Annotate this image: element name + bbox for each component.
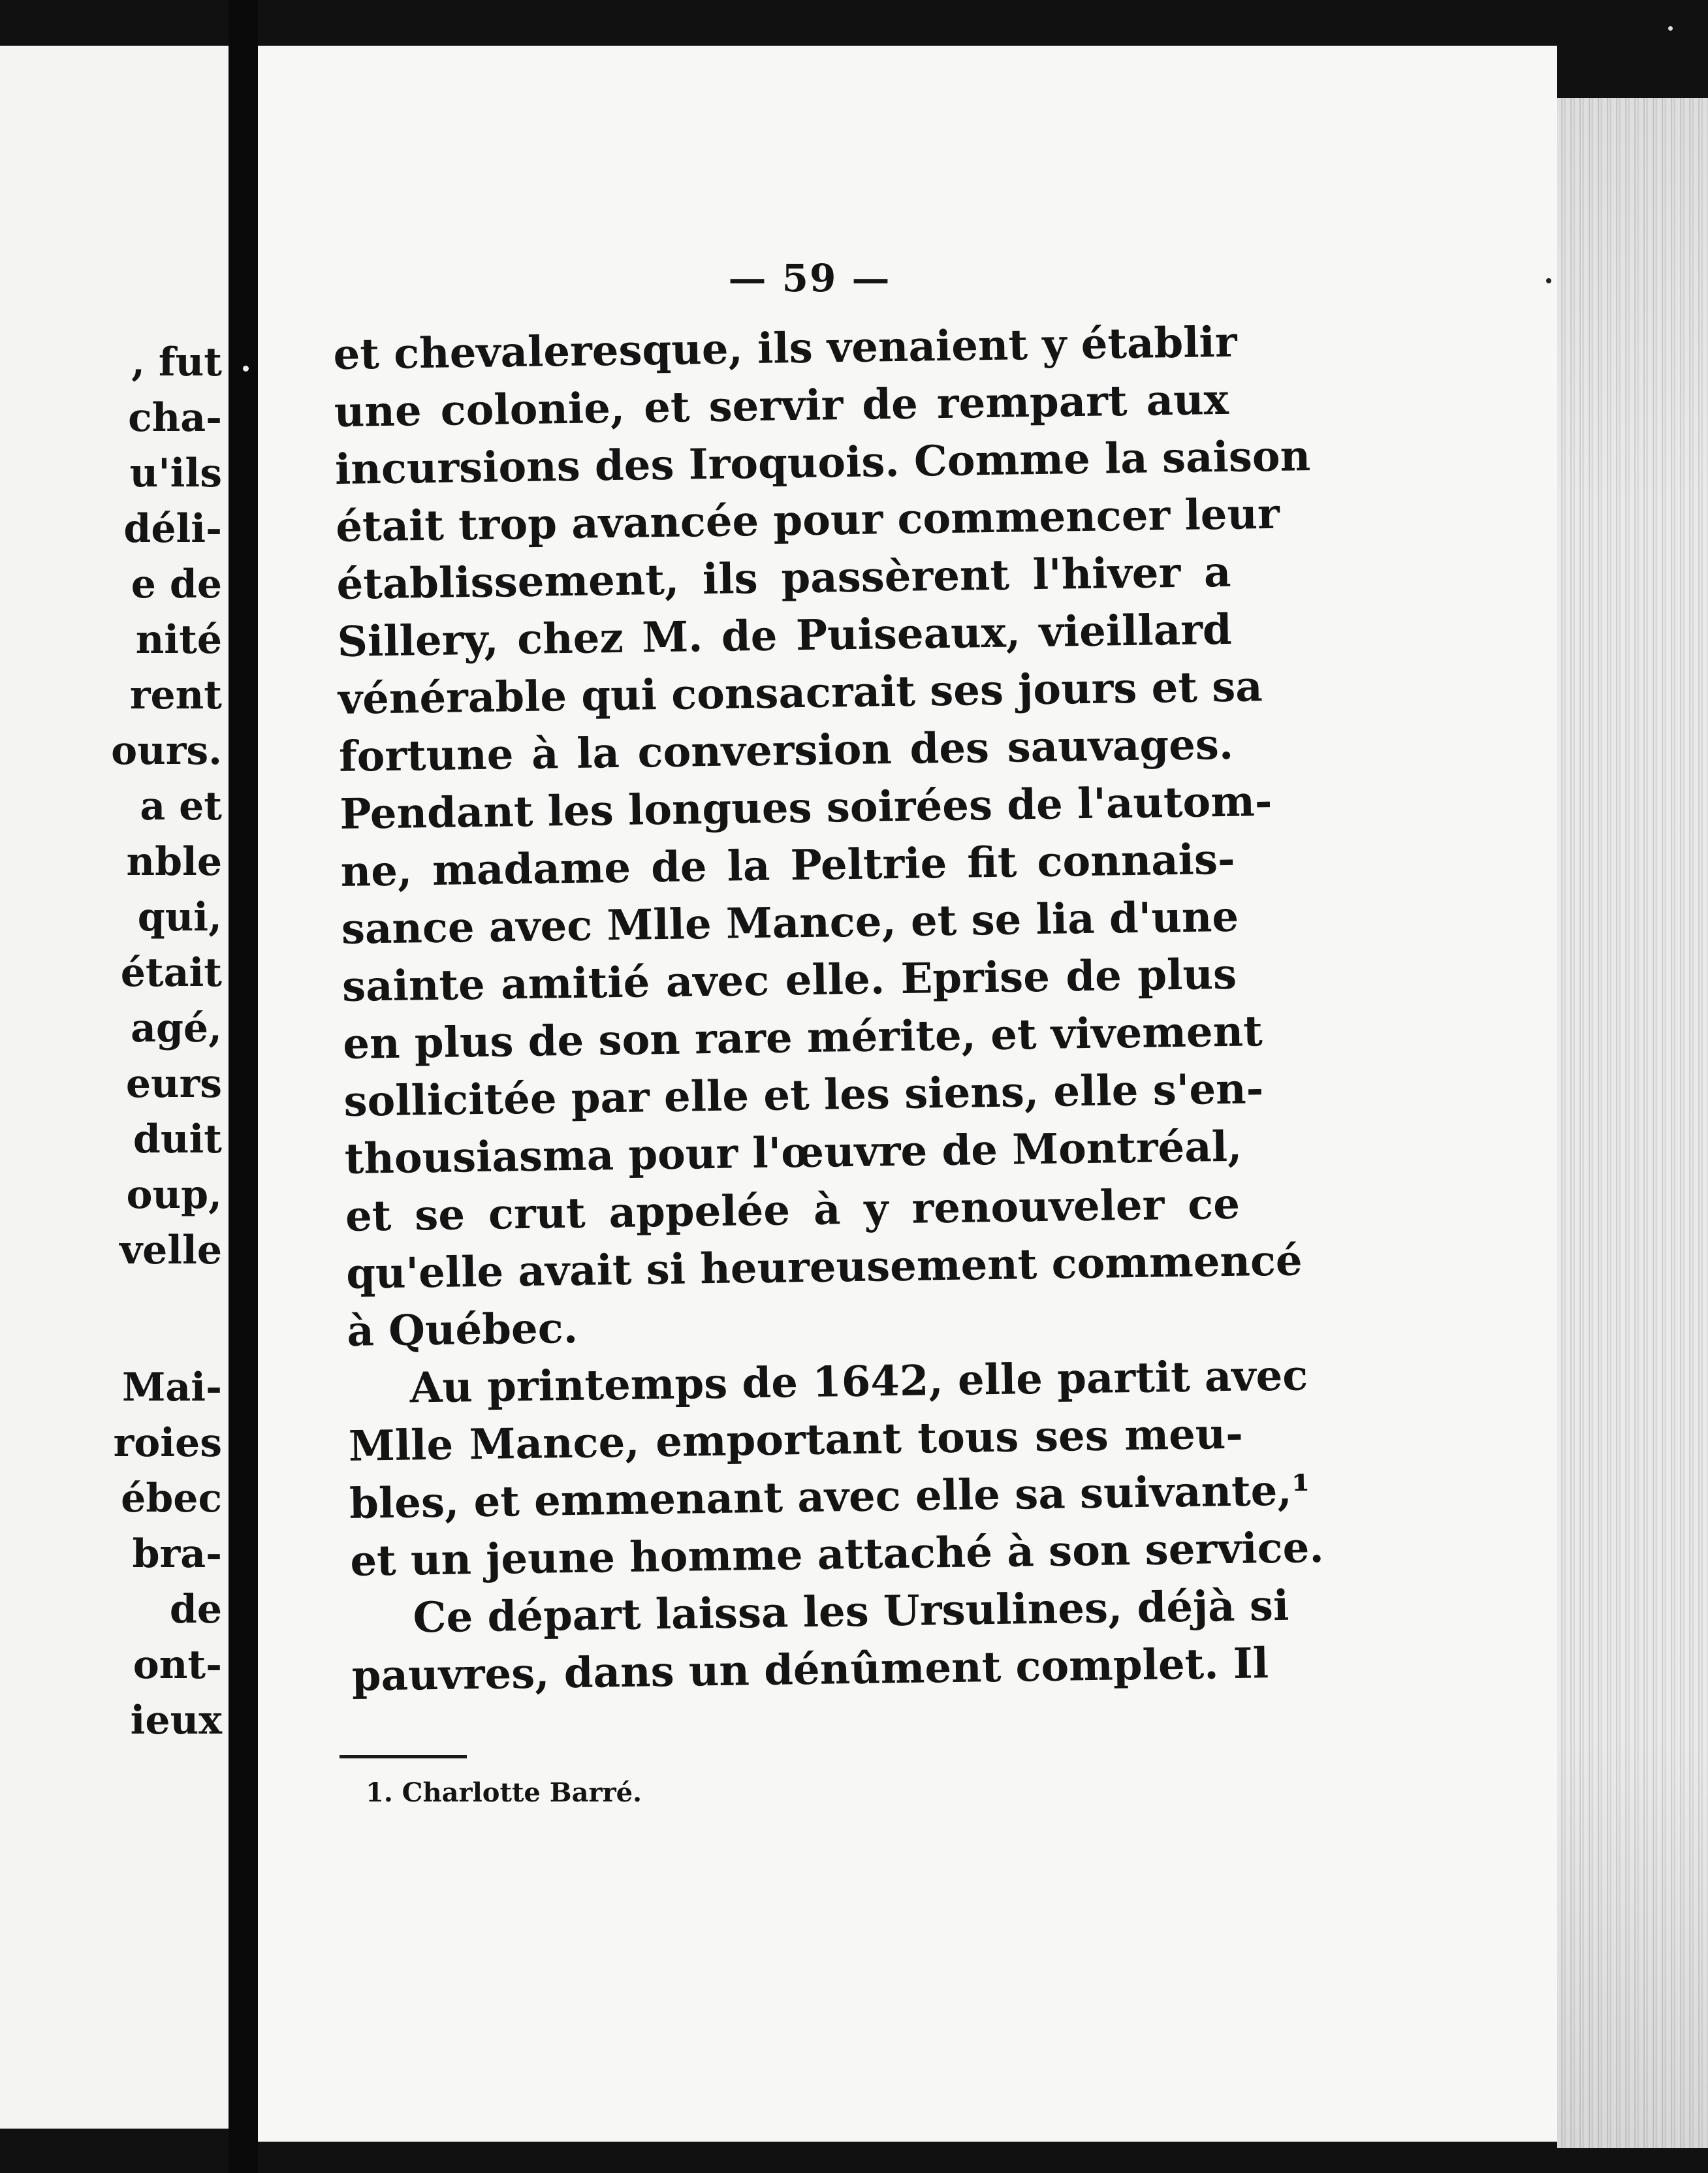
scan-speck [1668, 26, 1673, 31]
left-fragment: duit [133, 1117, 222, 1162]
left-fragment: ébec [121, 1476, 222, 1521]
body-line: et se crut appelée à y renouveler ce [345, 1179, 1241, 1241]
left-fragment: agé, [131, 1006, 222, 1051]
body-line: bles, et emmenant avec elle sa suivante,¹ [349, 1466, 1311, 1529]
body-line: pauvres, dans un dénûment complet. Il [351, 1639, 1269, 1701]
page-number: — 59 — [728, 256, 891, 300]
body-line: incursions des Iroquois. Comme la saison [334, 432, 1311, 494]
left-fragment: cha- [128, 395, 222, 441]
left-fragment: nble [126, 839, 222, 885]
left-fragment: de [169, 1587, 222, 1632]
book-gutter [229, 0, 258, 2173]
body-line: établissement, ils passèrent l'hiver a [336, 547, 1231, 609]
body-line: et chevaleresque, ils venaient y établir [333, 317, 1238, 379]
body-line: et un jeune homme attaché à son service. [349, 1523, 1325, 1586]
body-line: était trop avancée pour commencer leur [335, 489, 1280, 552]
body-line: Pendant les longues soirées de l'autom- [339, 776, 1273, 839]
body-line: à Québec. [346, 1303, 578, 1356]
left-fragment: roies [113, 1420, 222, 1466]
body-line: Au printemps de 1642, elle partit avec [409, 1351, 1308, 1413]
left-fragment: eurs [125, 1061, 222, 1107]
left-fragment: velle [119, 1228, 222, 1273]
body-line: Mlle Mance, emportant tous ses meu- [348, 1409, 1244, 1471]
left-fragment: ont- [133, 1642, 222, 1688]
body-line: fortune à la conversion des sauvages. [338, 720, 1234, 782]
body-line: ne, madame de la Peltrie fit connais- [340, 834, 1236, 896]
body-line: sainte amitié avec elle. Eprise de plus [341, 949, 1237, 1011]
footnote-rule [340, 1755, 467, 1758]
body-line: qu'elle avait si heureusement commencé [345, 1236, 1303, 1299]
left-fragment: qui, [137, 895, 222, 940]
left-fragment: Mai- [122, 1365, 222, 1410]
left-fragment: a et [140, 784, 222, 829]
left-fragment: ours. [111, 728, 222, 774]
body-line: vénérable qui consacrait ses jours et sa [338, 662, 1263, 724]
left-fragment: rent [129, 673, 222, 718]
body-line: thousiasma pour l'œuvre de Montréal, [344, 1122, 1242, 1184]
scan-speck [1546, 278, 1551, 283]
left-fragment: ieux [130, 1698, 222, 1743]
body-line: sance avec Mlle Mance, et se lia d'une [341, 892, 1239, 954]
body-line: Sillery, chez M. de Puiseaux, vieillard [337, 605, 1233, 667]
body-line: Ce départ laissa les Ursulines, déjà si [413, 1581, 1289, 1643]
left-fragment: était [120, 950, 222, 996]
body-line: une colonie, et servir de rempart aux [334, 375, 1229, 437]
left-fragment: déli- [123, 506, 222, 552]
left-fragment: , fut [131, 340, 222, 385]
left-facing-page [0, 46, 229, 2129]
body-line: sollicitée par elle et les siens, elle s'en- [343, 1064, 1264, 1126]
scan-speck [243, 366, 249, 372]
left-fragment: bra- [132, 1531, 222, 1577]
left-fragment: u'ils [129, 451, 222, 496]
page-edges [1557, 98, 1708, 2148]
left-fragment: oup, [126, 1172, 222, 1218]
left-fragment: nité [135, 617, 222, 663]
body-text [333, 314, 1325, 1705]
body-line: en plus de son rare mérite, et vivement [342, 1007, 1263, 1069]
left-fragment: e de [131, 562, 222, 607]
footnote: 1. Charlotte Barré. [366, 1777, 642, 1808]
